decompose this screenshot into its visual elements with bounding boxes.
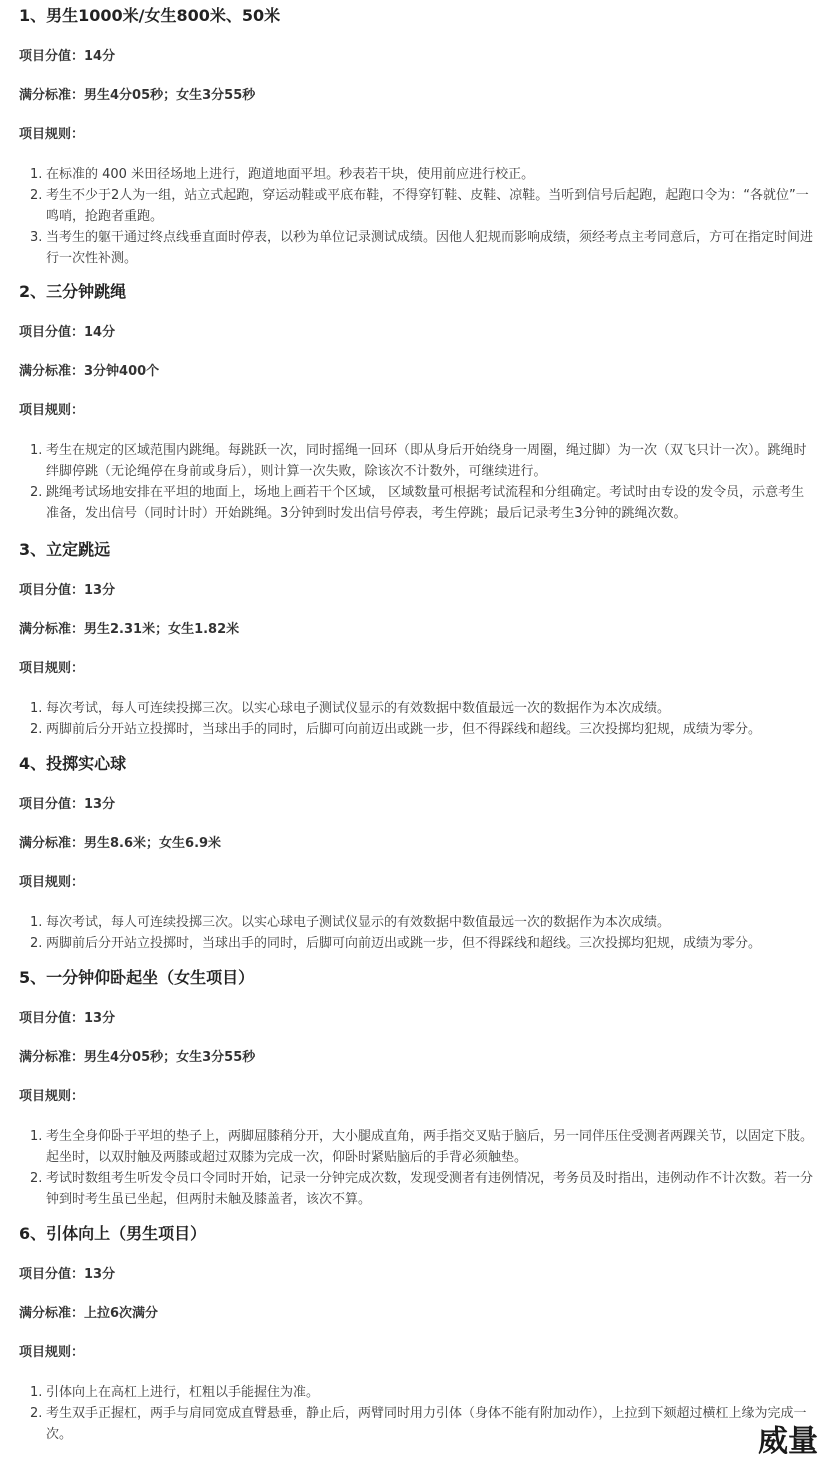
rule-number: 2. [30,722,43,737]
rules-list [19,164,817,269]
rule-text: 考生双手正握杠，两手与肩同宽成直臂悬垂，静止后，两臂同时用力引体（身体不能有附加动作），上拉到下颏超过横杠上缘为完成一次。 [46,1406,807,1442]
score-value: 项目分值：13分 [19,583,116,598]
rule-text: 考生全身仰卧于平坦的垫子上，两脚屈膝稍分开，大小腿成直角，两手指交叉贴于脑后，另一同伴压住受测者两踝关节，以固定下肢。起坐时，以双肘触及两膝或超过双膝为完成一次，仰卧时紧贴脑后的手背必须触垫。 [46,1129,814,1165]
score-value: 项目分值：14分 [19,325,116,340]
rule-text: 引体向上在高杠上进行，杠粗以手能握住为准。 [46,1385,320,1400]
rule-item [30,185,817,227]
score-value: 项目分值：14分 [19,49,116,64]
rules-label: 项目规则： [19,875,85,890]
rule-text: 考生不少于2人为一组，站立式起跑，穿运动鞋或平底布鞋，不得穿钉鞋、皮鞋、凉鞋。当听到信号后起跑，起跑口令为：“各就位”一鸣哨，抢跑者重跑。 [46,188,809,224]
section-title: 1、男生1000米/女生800米、50米 [19,6,281,25]
rules-list [19,1382,817,1445]
section-title: 6、引体向上（男生项目） [19,1224,207,1243]
rule-number: 1. [30,915,43,930]
full-score-standard: 满分标准：上拉6次满分 [19,1306,159,1321]
rule-text: 两脚前后分开站立投掷时，当球出手的同时，后脚可向前迈出或跳一步，但不得踩线和超线。三次投掷均犯规，成绩为零分。 [46,936,762,951]
rule-number: 1. [30,167,43,182]
rules-label: 项目规则： [19,1345,85,1360]
rule-item [30,227,817,269]
rules-list [19,1126,817,1210]
rule-number: 3. [30,230,43,245]
rule-number: 1. [30,1129,43,1144]
rule-number: 2. [30,936,43,951]
score-value: 项目分值：13分 [19,797,116,812]
rule-text: 两脚前后分开站立投掷时，当球出手的同时，后脚可向前迈出或跳一步，但不得踩线和超线。三次投掷均犯规，成绩为零分。 [46,722,762,737]
section [19,538,817,740]
rule-item [30,1403,817,1445]
rule-item [30,482,817,524]
score-value: 项目分值：13分 [19,1011,116,1026]
rule-number: 2. [30,1406,43,1421]
rule-number: 1. [30,443,43,458]
rule-text: 每次考试，每人可连续投掷三次。以实心球电子测试仪显示的有效数据中数值最远一次的数据作为本次成绩。 [46,701,671,716]
rule-number: 2. [30,1171,43,1186]
rules-label: 项目规则： [19,661,85,676]
rule-item [30,164,817,185]
score-value: 项目分值：13分 [19,1267,116,1282]
section-title: 2、三分钟跳绳 [19,282,127,301]
section-title: 4、投掷实心球 [19,754,127,773]
full-score-standard: 满分标准：男生4分05秒；女生3分55秒 [19,1050,256,1065]
section-title: 5、一分钟仰卧起坐（女生项目） [19,968,255,987]
section [19,4,817,269]
rule-item [30,440,817,482]
rule-number: 1. [30,1385,43,1400]
rule-item [30,933,817,954]
full-score-standard: 满分标准：男生8.6米；女生6.9米 [19,836,222,851]
rule-text: 考试时数组考生听发令员口令同时开始，记录一分钟完成次数，发现受测者有违例情况，考务员及时指出，违例动作不计次数。若一分钟到时考生虽已坐起，但两肘未触及膝盖者，该次不算。 [46,1171,814,1207]
full-score-standard: 满分标准：男生4分05秒；女生3分55秒 [19,88,256,103]
rules-label: 项目规则： [19,1089,85,1104]
section [19,280,817,524]
rule-item [30,912,817,933]
rule-text: 在标准的 400 米田径场地上进行，跑道地面平坦。秒表若干块，使用前应进行校正。 [46,167,535,182]
rules-list [19,698,817,740]
rules-label: 项目规则： [19,403,85,418]
full-score-standard: 满分标准：3分钟400个 [19,364,160,379]
rule-number: 1. [30,701,43,716]
rule-text: 考生在规定的区域范围内跳绳。每跳跃一次，同时摇绳一回环（即从身后开始绕身一周圈，绳过脚）为一次（双飞只计一次）。跳绳时绊脚停跳（无论绳停在身前或身后），则计算一次失败，除该次不计数外，可继续进行。 [46,443,807,479]
rules-label: 项目规则： [19,127,85,142]
rule-text: 跳绳考试场地安排在平坦的地面上，场地上画若干个区域， 区域数量可根据考试流程和分组确定。考试时由专设的发令员，示意考生准备，发出信号（同时计时）开始跳绳。3分钟到时发出信号停表，考生停跳；最后记录考生3分钟的跳绳次数。 [46,485,805,521]
full-score-standard: 满分标准：男生2.31米；女生1.82米 [19,622,240,637]
rule-number: 2. [30,188,43,203]
rule-item [30,1126,817,1168]
rules-list [19,440,817,524]
rule-number: 2. [30,485,43,500]
rule-item [30,1382,817,1403]
rule-item [30,1168,817,1210]
rule-item [30,698,817,719]
section [19,1222,817,1445]
watermark-logo: 威量 [758,1424,818,1459]
section [19,752,817,954]
rule-text: 当考生的躯干通过终点线垂直面时停表，以秒为单位记录测试成绩。因他人犯规而影响成绩，须经考点主考同意后，方可在指定时间进行一次性补测。 [46,230,814,266]
rule-text: 每次考试，每人可连续投掷三次。以实心球电子测试仪显示的有效数据中数值最远一次的数据作为本次成绩。 [46,915,671,930]
section [19,966,817,1210]
rules-list [19,912,817,954]
section-title: 3、立定跳远 [19,540,111,559]
rule-item [30,719,817,740]
